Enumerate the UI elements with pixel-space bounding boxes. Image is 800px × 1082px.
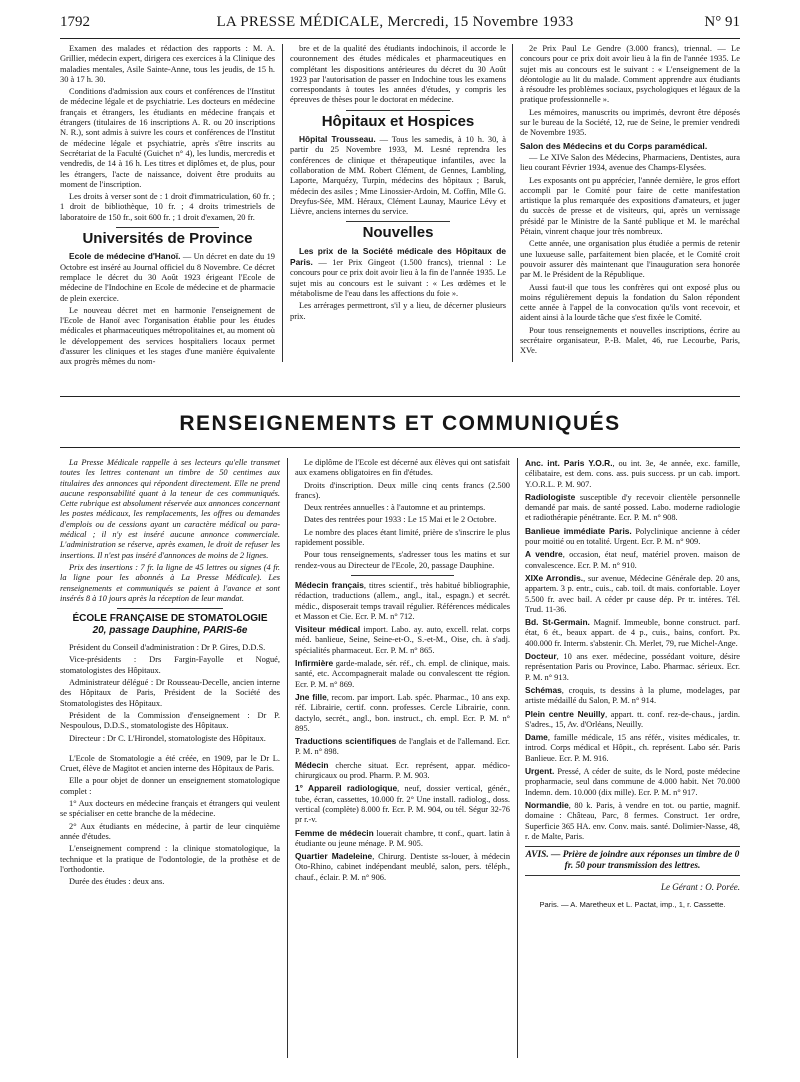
top-column-2 bbox=[290, 44, 506, 324]
ad-text: , neuf, dossier vertical, génér., tube, écran, cassettes, 10.000 fr. 2° Une install. radiolog., doss. vertical (complète) 8.000 fr. Ecr. P. M. 904, ou tél. Ségur 32-76 pr r.-v. bbox=[295, 784, 510, 825]
classified-ad bbox=[525, 800, 740, 842]
column-rule bbox=[282, 44, 283, 362]
ad-text: , croquis, ts dessins à la plume, modelages, par artiste médaillé du Salon, P. M. n° 914. bbox=[525, 685, 740, 706]
journal-title: LA PRESSE MÉDICALE, Mercredi, 15 Novembre 1933 bbox=[216, 14, 574, 30]
paragraph: Le diplôme de l'Ecole est décerné aux élèves qui ont satisfait aux examens obligatoires en fin d'études. bbox=[295, 458, 510, 478]
paragraph: Elle a pour objet de donner un enseignement stomatologique complet : bbox=[60, 776, 280, 796]
paragraph: Ecole de médecine d'Hanoï. — Un décret en date du 19 Octobre est inséré au Journal officiel du 8 Novembre. Ce décret remplace le décret du 30 Août 1923 érigeant l'Ecole de médecine de l'Indochine en Ecole de médecine et de pharmacie de plein exercice. bbox=[60, 251, 275, 303]
ad-text: garde-malade, sér. réf., ch. empl. de clinique, mais. santé, etc. Accompagnerait malade ou convalescent tte région. Ecr. P. M. n° 869. bbox=[295, 659, 510, 689]
classified-ad bbox=[295, 783, 510, 825]
ad-text: Pressé, A céder de suite, ds le Nord, poste médecine propharmacie, seul dans commune de 4.000 habit. Net 70.000 Indemn. dem. 10.000 (dix mille). Ecr. P. M. n° 917. bbox=[525, 767, 740, 797]
section-divider bbox=[346, 221, 450, 222]
classified-ad bbox=[525, 617, 740, 649]
ad-title: Dame bbox=[525, 732, 548, 743]
section-divider bbox=[117, 608, 223, 609]
ad-title: Banlieue immédiate Paris. bbox=[525, 525, 632, 536]
ad-title: XIXe Arrondis. bbox=[525, 572, 584, 583]
ad-title: A vendre bbox=[525, 549, 563, 560]
avis-notice: AVIS. — Prière de joindre aux réponses un timbre de 0 fr. 50 pour transmission des lettres. bbox=[525, 846, 740, 876]
ad-text: , famille médicale, 15 ans référ., visites médicales, tr. introd. Corps médical et Hôpit., ch. représent. Labo sér. Paris Banlieue. Ecr. P. M. 916. bbox=[525, 733, 740, 763]
classified-ads-3 bbox=[525, 458, 740, 842]
paragraph: L'enseignement comprend : la clinique stomatologique, la technique et la pratique de l'odontologie, de la prothèse et de l'orthodontie. bbox=[60, 844, 280, 874]
ad-title: Bd. St-Germain. bbox=[525, 617, 590, 628]
classified-ad bbox=[525, 458, 740, 490]
ad-text: , recom. par import. Lab. spéc. Pharmac., 10 ans exp. réf. Librairie, certif. conn. professes. Cercle Librairie, conn. dactylo, secrét., angl., bon. instruct., ch. empl. Ecr. P. M. n° 895. bbox=[295, 692, 510, 733]
ad-text: louerait chambre, tt conf., quart. latin à étudiante ou jeune ménage. P. M. 905. bbox=[295, 828, 510, 848]
ad-title: Urgent. bbox=[525, 766, 555, 777]
role-line: Directeur : Dr C. L'Hirondel, stomatologiste des Hôpitaux. bbox=[69, 733, 266, 743]
paragraph: Les exposants ont pu apprécier, l'année dernière, le gros effort accompli par le Comité pour faire de cette manifestation artistique la plus remarquée des expositions d'amateurs, et juger du succès de presse et de visiteurs, qui, après un vernissage présidé par le Ministre de la Santé publique et M. le maréchal Pétain, vinrent chaque jour très nombreux. bbox=[520, 175, 740, 237]
faculte-paragraphs bbox=[60, 44, 275, 223]
top-column-3 bbox=[520, 44, 740, 359]
hopitaux-paragraphs bbox=[290, 134, 506, 217]
role-line: Président de la Commission d'enseignement : Dr P. Nespoulous, D.D.S., stomatologiste des Hôpitaux. bbox=[60, 710, 280, 731]
ad-title: Anc. int. Paris Y.O.R. bbox=[525, 458, 613, 468]
ad-title: Médecin français bbox=[295, 579, 364, 590]
ad-title: Infirmière bbox=[295, 658, 334, 669]
issue-number: N° 91 bbox=[704, 14, 740, 30]
ad-title: Traductions scientifiques bbox=[295, 736, 397, 747]
ad-text: Magnif. Immeuble, bonne construct. parf. état, 6 ét., beaux appart. de 4 p., cuis., bains, confort. Px. 400.000 fr. Interm. s'abstenir. Ch. Merlet, 79, rue Michel-Ange. bbox=[525, 618, 740, 648]
ad-text: Polyclinique ancienne à céder pour moitié ou en totalité. Urgent. Ecr. P. M. n° 909. bbox=[525, 526, 740, 547]
role-line: Administrateur délégué : Dr Rousseau-Decelle, ancien interne des Hôpitaux de Paris, Président de la Société des Stomatologistes des Hôpitaux. bbox=[60, 678, 280, 708]
ad-text: , ou int. 3e, 4e année, exc. famille, célibataire, est dem. cons. ass. puis success. pr un cab. import. Y.O.R.L. P. M. 907. bbox=[525, 459, 740, 489]
salon-paragraphs bbox=[520, 153, 740, 357]
universites-heading: Universités de Province bbox=[82, 230, 253, 248]
paragraph: 2° Aux étudiants en médecine, à partir de leur cinquième année d'études. bbox=[60, 821, 280, 841]
section-divider bbox=[346, 110, 450, 111]
bottom-column-3 bbox=[525, 458, 740, 911]
ad-text: , sur avenue, Médecine Générale dep. 20 ans, appartem. 3 p. entr., cuis., cab. toil. dt mais. confortable. Loyer 5.500 fr. avec bail. A céder pr cause dép. Pr tr. intéres. Tél. Trud. 11-36. bbox=[525, 573, 740, 614]
section-divider bbox=[116, 227, 219, 228]
paragraph: Conditions d'admission aux cours et conférences de l'Institut de médecine légale et de psychiatrie. Les docteurs en médecine français et étrangers, les étudiants en médecine français et étrangers (titulaires de 16 inscriptions A. R. ou 20 inscriptions N. R.), sont admis à suivre les cours et conférences de l'Institut de médecine légale et psychiatrie, après s'être inscrits au Secrétariat de la Faculté (Guichet n° 4), les lundis, mercredis et vendredis, de 14 à 16 h. Les titres et diplômes et, de plus, pour les étrangers, l'acte de naissance, doivent être produits au moment de l'inscription. bbox=[60, 87, 275, 189]
classified-ad bbox=[295, 580, 510, 622]
ad-title: Docteur bbox=[525, 651, 557, 662]
classified-ad bbox=[525, 651, 740, 683]
paragraph: Durée des études : deux ans. bbox=[69, 877, 165, 887]
classified-ad bbox=[295, 851, 510, 883]
prix-insertions: Prix des insertions : 7 fr. la ligne de 45 lettres ou signes (4 fr. la ligne pour les abonnés à La Presse Médicale). Les renseignements et communiqués se paient à l'avance et sont insérés 8 à 10 jours après la réception de leur mandat. bbox=[60, 562, 280, 603]
bottom-column-2 bbox=[295, 458, 510, 885]
ad-text: import. Labo. ay. auto, excell. relat. corps méd. banlieue, Seine, Seine-et-O., S.-et-M., Oise, ch. à s'adj. spécialités pharmaceut. Ecr. P. M. n° 865. bbox=[295, 625, 510, 655]
gerant-signature: Le Gérant : O. Porée. bbox=[661, 882, 740, 893]
classified-ad bbox=[525, 709, 740, 731]
classified-ad bbox=[295, 658, 510, 690]
classified-ad bbox=[525, 732, 740, 764]
paragraph: Pour tous renseignements, s'adresser tous les matins et sur rendez-vous au Directeur de l'Ecole, 20, passage Dauphine. bbox=[295, 550, 510, 570]
ad-title: Schémas bbox=[525, 684, 562, 695]
ad-title: Jne fille bbox=[295, 691, 327, 702]
ad-title: Femme de médecin bbox=[295, 827, 374, 838]
paragraph: Pour tous renseignements et nouvelles inscriptions, écrire au secrétaire organisateur, P.-B. Malet, 46, rue Lecourbe, Paris, XVe. bbox=[520, 325, 740, 356]
classified-ad bbox=[525, 492, 740, 524]
school-roles bbox=[60, 643, 280, 744]
hanoi-paragraphs bbox=[60, 251, 275, 367]
top-column-1 bbox=[60, 44, 275, 370]
ad-text: , appart. tt. conf. rez-de-chaus., jardin. S'adres., 15, Av. d'Orléans, Neuilly. bbox=[525, 709, 740, 729]
ad-text: , 10 ans exer. médecine, possédant voiture, désire représentation Paris ou Province, Labo. Pharmac. sérieux. Ecr. P. M. n° 913. bbox=[525, 652, 740, 682]
page-header bbox=[60, 14, 740, 40]
paragraph: Les arrérages permettront, s'il y a lieu, de décerner plusieurs prix. bbox=[290, 301, 506, 321]
paragraph: Examen des malades et rédaction des rapports : M. A. Grillier, médecin expert, dirigera ces exercices à la Clinique des maladies mentales, Asile Sainte-Anne, tous les jeudis, de 15 h. 30 à 17 h. 30. bbox=[60, 44, 275, 84]
paragraph: 2e Prix Paul Le Gendre (3.000 francs), triennal. — Le concours pour ce prix doit avoir lieu à la fin de l'année 1935. Le sujet mis au concours est le suivant : « L'enseignement de la déontologie au lit du malade. Comment apprendre aux étudiants à résoudre les problèmes sociaux, psychologiques et légaux de la pratique professionnelle ». bbox=[520, 44, 740, 105]
school-paragraphs-cont bbox=[295, 458, 510, 571]
paragraph: bre et de la qualité des étudiants indochinois, il accorde le couronnement des études médicales et pharmaceutiques en complétant les dispositions antérieures du décret du 30 Août 1923 par l'autorisation de passer en Indochine tous les examens correspondants à toutes les années d'études, y compris les épreuves de thèses pour le doctorat en médecine. bbox=[290, 44, 506, 105]
role-line: Président du Conseil d'administration : Dr P. Gires, D.D.S. bbox=[69, 643, 266, 653]
paragraph: — Le XIVe Salon des Médecins, Pharmaciens, Dentistes, aura lieu courant Février 1934, avenue des Champs-Elysées. bbox=[520, 152, 740, 173]
paragraph: Le nombre des places étant limité, prière de s'inscrire le plus rapidement possible. bbox=[295, 527, 510, 548]
renseignements-title: RENSEIGNEMENTS ET COMMUNIQUÉS bbox=[179, 412, 621, 435]
bottom-column-1 bbox=[60, 458, 280, 889]
ad-title: Médecin bbox=[295, 759, 329, 770]
classified-ad bbox=[295, 760, 510, 782]
ad-title: Plein centre Neuilly bbox=[525, 708, 606, 719]
classified-ad bbox=[295, 736, 510, 758]
paragraph: Les mémoires, manuscrits ou imprimés, devront être déposés sur le bureau de la Société, 12, rue de Seine, le premier vendredi de Novembre 1935. bbox=[520, 107, 740, 138]
nouvelles-paragraphs bbox=[290, 246, 506, 322]
paragraph: Cette année, une organisation plus étudiée a permis de retenir une luxueuse salle, parfaitement bien placée, et le Comité croit pouvoir assurer dès maintenant que l'inauguration sera honorée par M. le Président de la République. bbox=[520, 239, 740, 280]
classified-ad bbox=[525, 526, 740, 548]
paragraph: Aussi faut-il que tous les confrères qui ont exposé plus ou moins régulièrement depuis la fondation du Salon répondent cette année à l'appel de la convocation qu'ils vont recevoir, et aident ainsi à la lourde tâche que s'est fixée le Comité. bbox=[520, 282, 740, 323]
ad-text: susceptible d'y recevoir clientèle personnelle demandé par mais. de santé possed. Labo. moderne radiologie et radiothérapie pénétrante. Ecr. P. M. n° 908. bbox=[525, 492, 740, 523]
ad-title: 1° Appareil radiologique bbox=[295, 783, 398, 794]
classified-ad bbox=[525, 573, 740, 615]
classified-ad bbox=[525, 549, 740, 571]
ad-text: , 80 k. Paris, à vendre en tot. ou partie, magnif. domaine : Château, Parc, 8 fermes. Construct. 1er ordre, Superficie 365 HA. env. Conv. mais. santé. Dolimier-Nasse, 48, r. de Malte, Paris. bbox=[525, 800, 740, 841]
paragraph: Le nouveau décret met en harmonie l'enseignement de l'Ecole de Hanoï avec l'organisation établie pour les études médicales et pharmaceutiques métropolitaines et, au moment où le développement des services hospitaliers locaux permet d'assurer les cliniques et les stages d'une manière équivalente aux progrès mêmes du nom- bbox=[60, 305, 275, 367]
hopitaux-heading: Hôpitaux et Hospices bbox=[321, 112, 475, 130]
classified-ad bbox=[295, 624, 510, 656]
classified-ads-2 bbox=[295, 580, 510, 883]
paragraph: 1° Aux docteurs en médecine français et étrangers qui veulent se spécialiser en cette branche de la médecine. bbox=[60, 799, 280, 819]
school-block bbox=[60, 613, 280, 637]
ad-text: , titres scientif., très habitué bibliographie, rédaction, traductions (allem., angl., ital., espagn.) et secrét. médic., disposerait temps travail régulier. Références médicales et Masson et Cie. Ecr. P. M. n° 712. bbox=[295, 580, 510, 621]
paragraph: Hôpital Trousseau. — Tous les samedis, à 10 h. 30, à partir du 25 Novembre 1933, M. Lesné reprendra les conférences de clinique et thérapeutique infantiles, avec la collaboration de MM. Robert Clément, de Gennes, Lambling, Laporte, Marquézy, Turpin, médecins des hôpitaux ; Baruk, médecin des asiles ; Mme Linossier-Ardoin, M. Coffin, Mlle G. Dreyfus-Sée, MM. Héraux, Clément Launay, Maurice Lévy et Lièvre, anciens internes du service. bbox=[290, 134, 506, 217]
section-rule bbox=[60, 396, 740, 397]
section-divider bbox=[351, 575, 454, 576]
classified-ad bbox=[525, 766, 740, 798]
column-rule bbox=[517, 458, 518, 1058]
classified-ad bbox=[525, 685, 740, 707]
header-rule bbox=[60, 38, 740, 39]
nouvelles-heading: Nouvelles bbox=[362, 224, 434, 242]
ad-text: , Chirurg. Dentiste ss-louer, à médecin Oto-Rhino, cabinet indépendant meublé, salon, pers. téléph., chauf., éclair. P. M. n° 906. bbox=[295, 852, 511, 882]
paragraph: Les prix de la Société médicale des Hôpitaux de Paris. — 1er Prix Gingeot (1.500 francs), triennal : Le concours pour ce prix doit avoir lieu à la fin de l'année 1935. Le sujet mis au concours est le suivant : « Les œdèmes et le métabolisme de l'eau dans les affections du foie ». bbox=[290, 245, 506, 298]
ad-text: cherche situat. Ecr. représent, appar. médico-chirurgicaux ou prod. Pharm. P. M. 903. bbox=[295, 760, 510, 781]
paragraph: Dates des rentrées pour 1933 : Le 15 Mai et le 2 Octobre. bbox=[304, 515, 497, 525]
paragraph: Deux rentrées annuelles : à l'automne et au printemps. bbox=[304, 503, 486, 513]
salon-title: Salon des Médecins et du Corps paramédical. bbox=[520, 140, 708, 151]
notice-text: La Presse Médicale rappelle à ses lecteurs qu'elle transmet toutes les lettres contenant un timbre de 50 centimes aux titulaires des annonces qui répondent directement. Elle ne prend aucune responsabilité quant à la teneur de ces communiqués. Cette rubrique est absolument réservée aux annonces concernant les postes médicaux, les remplacements, les offres ou demandes d'emplois ou de cessions ayant un caractère médical ou para-médical ; il n'y est inséré aucune annonce commerciale. L'administration se réserve, après examen, le droit de refuser les insertions. Il n'est pas inséré d'annonces de moins de 2 lignes. bbox=[60, 458, 280, 560]
role-line: Vice-présidents : Drs Fargin-Fayolle et Nogué, stomatologistes des Hôpitaux. bbox=[60, 655, 280, 675]
column-rule bbox=[287, 458, 288, 1058]
column-rule bbox=[512, 44, 513, 362]
section-rule bbox=[60, 447, 740, 448]
school-address: 20, passage Dauphine, PARIS-6e bbox=[92, 625, 248, 637]
classified-ad bbox=[295, 692, 510, 734]
school-name: ÉCOLE FRANÇAISE DE STOMATOLOGIE bbox=[72, 613, 268, 625]
ad-title: Quartier Madeleine bbox=[295, 851, 373, 862]
paragraph: Les droits à verser sont de : 1 droit d'immatriculation, 60 fr. ; 1 droit de bibliothèque, 10 fr. ; 4 droits trimestriels de laboratoire de 150 fr., soit 600 fr. ; 1 droit d'examen, 20 fr. bbox=[60, 192, 275, 222]
paragraph: Droits d'inscription. Deux mille cinq cents francs (2.500 francs). bbox=[295, 480, 510, 500]
ad-text: de l'anglais et de l'allemand. Ecr. P. M. n° 898. bbox=[295, 737, 510, 757]
classified-ad bbox=[295, 828, 510, 850]
ad-title: Visiteur médical bbox=[295, 624, 361, 635]
ad-text: , occasion, état neuf, matériel proven. maison de convalescence. Ecr. P. M. n° 910. bbox=[525, 550, 740, 570]
prix-paragraphs bbox=[520, 44, 740, 139]
imprimeur-line: Paris. — A. Maretheux et L. Pactat, imp., 1, r. Cassette. bbox=[539, 900, 726, 910]
school-paragraphs bbox=[60, 754, 280, 888]
ad-title: Normandie bbox=[525, 799, 569, 810]
paragraph: L'Ecole de Stomatologie a été créée, en 1909, par le Dr L. Cruet, élève de Magitot et ancien interne des Hôpitaux de Paris. bbox=[60, 753, 280, 774]
ad-title: Radiologiste bbox=[525, 491, 576, 502]
hanoi-continued bbox=[290, 44, 506, 106]
page-number: 1792 bbox=[60, 14, 90, 30]
